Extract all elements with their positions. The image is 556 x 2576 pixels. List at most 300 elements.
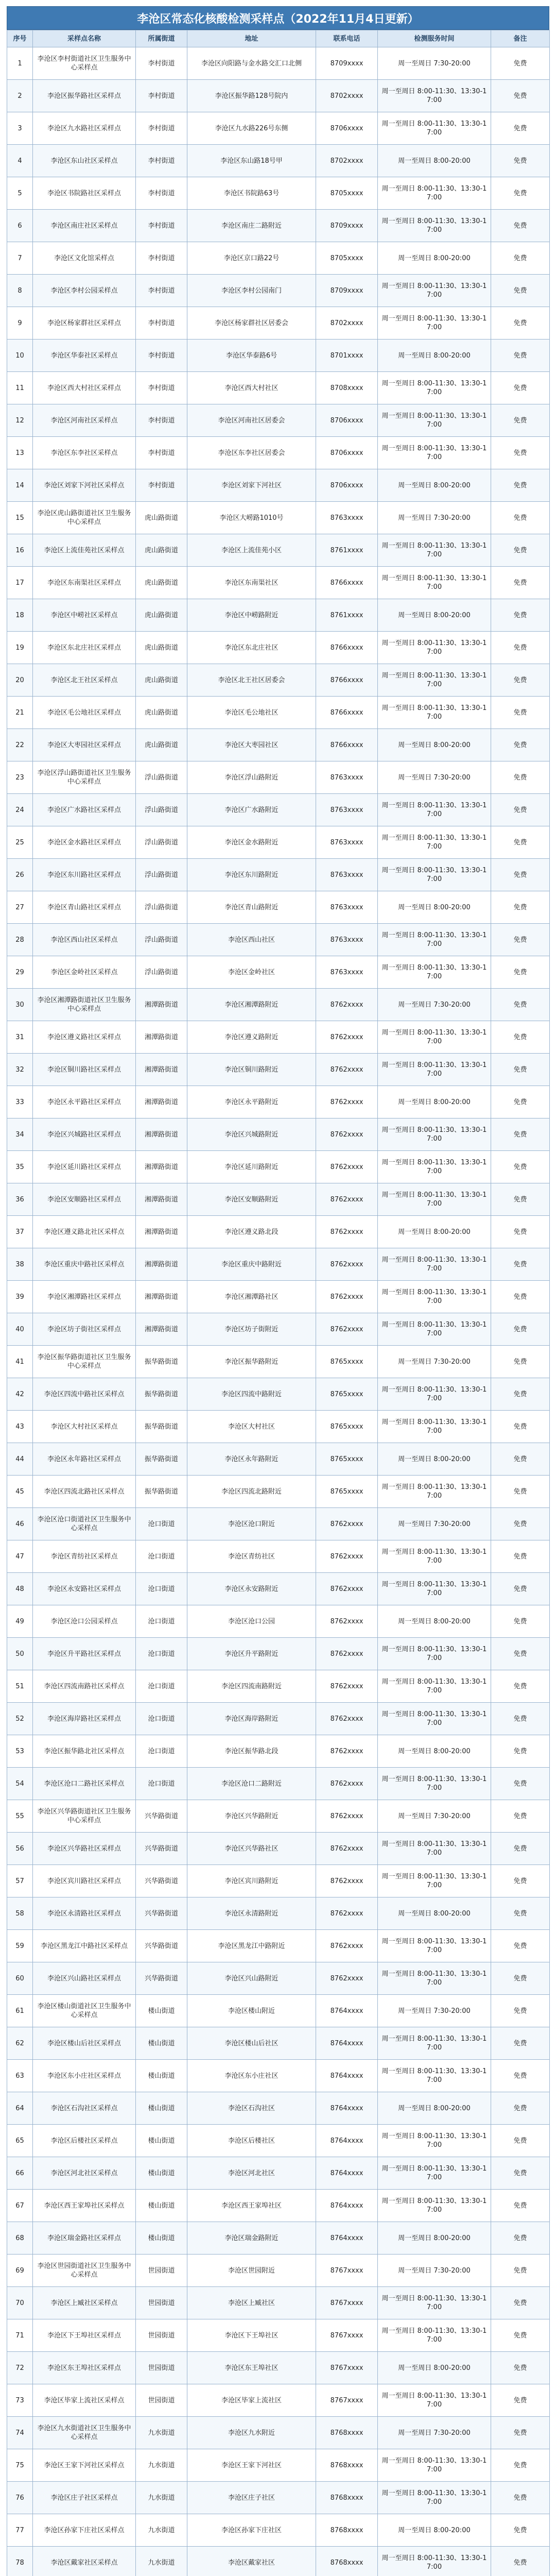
cell-remark: 免费 <box>491 859 550 891</box>
cell-name: 李沧区四流北路社区采样点 <box>33 1476 136 1508</box>
cell-hours: 周一至周日 7:30-20:00 <box>378 1508 491 1540</box>
cell-phone: 8708xxxx <box>316 372 378 404</box>
cell-hours: 周一至周日 8:00-11:30、13:30-17:00 <box>378 275 491 307</box>
cell-name: 李沧区海岸路社区采样点 <box>33 1703 136 1735</box>
cell-hours: 周一至周日 8:00-11:30、13:30-17:00 <box>378 1021 491 1054</box>
cell-phone: 8762xxxx <box>316 1540 378 1573</box>
cell-name: 李沧区王家下河社区采样点 <box>33 2449 136 2482</box>
table-row <box>7 1443 550 1476</box>
cell-name: 李沧区上臧社区采样点 <box>33 2287 136 2319</box>
cell-index: 28 <box>7 924 33 956</box>
cell-street: 楼山街道 <box>136 1995 187 2027</box>
cell-hours: 周一至周日 8:00-11:30、13:30-17:00 <box>378 372 491 404</box>
cell-phone: 8768xxxx <box>316 2449 378 2482</box>
cell-phone: 8768xxxx <box>316 2514 378 2547</box>
cell-phone: 8764xxxx <box>316 2222 378 2255</box>
cell-index: 17 <box>7 567 33 599</box>
table-row <box>7 924 550 956</box>
cell-street: 世园街道 <box>136 2287 187 2319</box>
cell-address: 李沧区西大村社区 <box>187 372 316 404</box>
cell-phone: 8762xxxx <box>316 1638 378 1670</box>
table-row <box>7 340 550 372</box>
cell-street: 世园街道 <box>136 2352 187 2384</box>
cell-address: 李沧区广水路附近 <box>187 794 316 826</box>
cell-remark: 免费 <box>491 2482 550 2514</box>
cell-hours: 周一至周日 8:00-11:30、13:30-17:00 <box>378 2027 491 2060</box>
cell-address: 李沧区王家下河社区 <box>187 2449 316 2482</box>
cell-address: 李沧区青纺社区 <box>187 1540 316 1573</box>
cell-remark: 免费 <box>491 1897 550 1930</box>
cell-address: 李沧区西山社区 <box>187 924 316 956</box>
cell-name: 李沧区金水路社区采样点 <box>33 826 136 859</box>
cell-remark: 免费 <box>491 729 550 761</box>
cell-phone: 8763xxxx <box>316 502 378 534</box>
table-row <box>7 1995 550 2027</box>
table-row <box>7 275 550 307</box>
cell-remark: 免费 <box>491 1638 550 1670</box>
cell-phone: 8762xxxx <box>316 1930 378 1962</box>
cell-hours: 周一至周日 8:00-11:30、13:30-17:00 <box>378 112 491 145</box>
table-row <box>7 1573 550 1605</box>
cell-hours: 周一至周日 8:00-11:30、13:30-17:00 <box>378 1638 491 1670</box>
cell-index: 46 <box>7 1508 33 1540</box>
cell-name: 李沧区西王家埠社区采样点 <box>33 2190 136 2222</box>
cell-phone: 8764xxxx <box>316 2190 378 2222</box>
cell-hours: 周一至周日 8:00-20:00 <box>378 2092 491 2125</box>
cell-phone: 8767xxxx <box>316 2384 378 2417</box>
cell-street: 浮山路街道 <box>136 859 187 891</box>
table-row <box>7 47 550 80</box>
cell-remark: 免费 <box>491 210 550 242</box>
cell-name: 李沧区沧口公园采样点 <box>33 1605 136 1638</box>
cell-street: 李村街道 <box>136 177 187 210</box>
table-row <box>7 1508 550 1540</box>
cell-hours: 周一至周日 7:30-20:00 <box>378 2417 491 2449</box>
cell-street: 浮山路街道 <box>136 794 187 826</box>
cell-name: 李沧区楼山街道社区卫生服务中心采样点 <box>33 1995 136 2027</box>
cell-index: 2 <box>7 80 33 112</box>
cell-name: 李沧区永清路社区采样点 <box>33 1897 136 1930</box>
table-row <box>7 989 550 1021</box>
cell-name: 李沧区九水街道社区卫生服务中心采样点 <box>33 2417 136 2449</box>
cell-remark: 免费 <box>491 924 550 956</box>
table-row <box>7 80 550 112</box>
cell-remark: 免费 <box>491 697 550 729</box>
cell-phone: 8763xxxx <box>316 924 378 956</box>
cell-phone: 8767xxxx <box>316 2255 378 2287</box>
cell-remark: 免费 <box>491 2092 550 2125</box>
cell-remark: 免费 <box>491 47 550 80</box>
cell-hours: 周一至周日 8:00-11:30、13:30-17:00 <box>378 2190 491 2222</box>
table-row <box>7 1540 550 1573</box>
cell-name: 李沧区遵义路社区采样点 <box>33 1021 136 1054</box>
cell-hours: 周一至周日 8:00-11:30、13:30-17:00 <box>378 2482 491 2514</box>
table-row <box>7 1054 550 1086</box>
cell-street: 湘潭路街道 <box>136 1248 187 1281</box>
cell-remark: 免费 <box>491 891 550 924</box>
cell-name: 李沧区李村公园采样点 <box>33 275 136 307</box>
cell-address: 李沧区中崂路附近 <box>187 599 316 632</box>
cell-name: 李沧区西大村社区采样点 <box>33 372 136 404</box>
cell-index: 60 <box>7 1962 33 1995</box>
cell-street: 虎山路街道 <box>136 502 187 534</box>
cell-phone: 8768xxxx <box>316 2547 378 2576</box>
cell-index: 16 <box>7 534 33 567</box>
cell-index: 26 <box>7 859 33 891</box>
cell-index: 31 <box>7 1021 33 1054</box>
cell-index: 63 <box>7 2060 33 2092</box>
cell-remark: 免费 <box>491 1054 550 1086</box>
cell-phone: 8706xxxx <box>316 404 378 437</box>
cell-remark: 免费 <box>491 502 550 534</box>
cell-street: 湘潭路街道 <box>136 1183 187 1216</box>
cell-name: 李沧区南庄社区采样点 <box>33 210 136 242</box>
cell-hours: 周一至周日 8:00-11:30、13:30-17:00 <box>378 632 491 664</box>
cell-phone: 8767xxxx <box>316 2352 378 2384</box>
cell-index: 41 <box>7 1346 33 1378</box>
cell-remark: 免费 <box>491 1476 550 1508</box>
cell-index: 73 <box>7 2384 33 2417</box>
cell-street: 李村街道 <box>136 372 187 404</box>
cell-hours: 周一至周日 8:00-11:30、13:30-17:00 <box>378 2287 491 2319</box>
cell-remark: 免费 <box>491 599 550 632</box>
cell-street: 浮山路街道 <box>136 956 187 989</box>
cell-street: 湘潭路街道 <box>136 1151 187 1183</box>
cell-phone: 8762xxxx <box>316 1508 378 1540</box>
cell-street: 虎山路街道 <box>136 697 187 729</box>
cell-name: 李沧区东王埠社区采样点 <box>33 2352 136 2384</box>
cell-address: 李沧区永平路附近 <box>187 1086 316 1118</box>
table-row <box>7 891 550 924</box>
cell-hours: 周一至周日 8:00-20:00 <box>378 1443 491 1476</box>
table-row <box>7 697 550 729</box>
cell-index: 19 <box>7 632 33 664</box>
cell-phone: 8766xxxx <box>316 697 378 729</box>
cell-phone: 8762xxxx <box>316 1054 378 1086</box>
cell-index: 59 <box>7 1930 33 1962</box>
cell-name: 李沧区宾川路社区采样点 <box>33 1865 136 1897</box>
cell-phone: 8762xxxx <box>316 1086 378 1118</box>
table-row <box>7 2449 550 2482</box>
cell-phone: 8762xxxx <box>316 1151 378 1183</box>
cell-phone: 8762xxxx <box>316 1281 378 1313</box>
cell-name: 李沧区楼山后社区采样点 <box>33 2027 136 2060</box>
cell-street: 湘潭路街道 <box>136 1021 187 1054</box>
table-row <box>7 1281 550 1313</box>
cell-name: 李沧区九水路社区采样点 <box>33 112 136 145</box>
cell-index: 24 <box>7 794 33 826</box>
cell-address: 李沧区浮山路附近 <box>187 761 316 794</box>
cell-phone: 8702xxxx <box>316 80 378 112</box>
cell-remark: 免费 <box>491 437 550 469</box>
cell-street: 虎山路街道 <box>136 599 187 632</box>
table-row <box>7 1313 550 1346</box>
cell-name: 李沧区瑞金路社区采样点 <box>33 2222 136 2255</box>
table-body <box>7 47 550 2576</box>
cell-address: 李沧区河南社区居委会 <box>187 404 316 437</box>
table-row <box>7 242 550 275</box>
cell-index: 62 <box>7 2027 33 2060</box>
cell-hours: 周一至周日 8:00-11:30、13:30-17:00 <box>378 1183 491 1216</box>
cell-phone: 8763xxxx <box>316 859 378 891</box>
cell-name: 李沧区北王社区采样点 <box>33 664 136 697</box>
cell-address: 李沧区上臧社区 <box>187 2287 316 2319</box>
table-row <box>7 1800 550 1833</box>
cell-name: 李沧区振华路街道社区卫生服务中心采样点 <box>33 1346 136 1378</box>
table-row <box>7 307 550 340</box>
cell-name: 李沧区安顺路社区采样点 <box>33 1183 136 1216</box>
cell-address: 李沧区石沟社区 <box>187 2092 316 2125</box>
cell-index: 3 <box>7 112 33 145</box>
cell-index: 8 <box>7 275 33 307</box>
cell-index: 38 <box>7 1248 33 1281</box>
cell-index: 65 <box>7 2125 33 2157</box>
cell-hours: 周一至周日 8:00-20:00 <box>378 2514 491 2547</box>
cell-address: 李沧区兴华路社区 <box>187 1833 316 1865</box>
cell-phone: 8762xxxx <box>316 1897 378 1930</box>
cell-address: 李沧区遵义路附近 <box>187 1021 316 1054</box>
cell-street: 楼山街道 <box>136 2060 187 2092</box>
cell-street: 世园街道 <box>136 2319 187 2352</box>
cell-remark: 免费 <box>491 1703 550 1735</box>
table-row <box>7 112 550 145</box>
cell-index: 32 <box>7 1054 33 1086</box>
col-header-name: 采样点名称 <box>33 30 136 47</box>
cell-hours: 周一至周日 8:00-11:30、13:30-17:00 <box>378 1281 491 1313</box>
cell-street: 九水街道 <box>136 2449 187 2482</box>
cell-index: 18 <box>7 599 33 632</box>
cell-phone: 8765xxxx <box>316 1443 378 1476</box>
cell-remark: 免费 <box>491 664 550 697</box>
table-header-row <box>7 30 550 47</box>
table-row <box>7 404 550 437</box>
cell-phone: 8702xxxx <box>316 307 378 340</box>
cell-street: 湘潭路街道 <box>136 1216 187 1248</box>
cell-address: 李沧区黑龙江中路附近 <box>187 1930 316 1962</box>
cell-remark: 免费 <box>491 1670 550 1703</box>
cell-street: 沧口街道 <box>136 1508 187 1540</box>
cell-address: 李沧区永年路附近 <box>187 1443 316 1476</box>
cell-remark: 免费 <box>491 2027 550 2060</box>
cell-phone: 8761xxxx <box>316 599 378 632</box>
cell-phone: 8765xxxx <box>316 1346 378 1378</box>
cell-address: 李沧区兴华路附近 <box>187 1800 316 1833</box>
cell-phone: 8766xxxx <box>316 567 378 599</box>
cell-address: 李沧区李村公园南门 <box>187 275 316 307</box>
cell-name: 李沧区东李社区采样点 <box>33 437 136 469</box>
cell-address: 李沧区戴家社区 <box>187 2547 316 2576</box>
table-row <box>7 1476 550 1508</box>
cell-address: 李沧区瑞金路附近 <box>187 2222 316 2255</box>
cell-remark: 免费 <box>491 2060 550 2092</box>
cell-index: 6 <box>7 210 33 242</box>
cell-address: 李沧区延川路附近 <box>187 1151 316 1183</box>
cell-hours: 周一至周日 8:00-11:30、13:30-17:00 <box>378 924 491 956</box>
cell-name: 李沧区重庆中路社区采样点 <box>33 1248 136 1281</box>
table-row <box>7 2287 550 2319</box>
cell-street: 沧口街道 <box>136 1540 187 1573</box>
cell-remark: 免费 <box>491 275 550 307</box>
cell-street: 虎山路街道 <box>136 632 187 664</box>
cell-name: 李沧区永平路社区采样点 <box>33 1086 136 1118</box>
cell-remark: 免费 <box>491 1281 550 1313</box>
col-header-index: 序号 <box>7 30 33 47</box>
cell-phone: 8765xxxx <box>316 1378 378 1411</box>
cell-hours: 周一至周日 8:00-11:30、13:30-17:00 <box>378 2449 491 2482</box>
cell-address: 李沧区安顺路附近 <box>187 1183 316 1216</box>
cell-address: 李沧区升平路附近 <box>187 1638 316 1670</box>
cell-address: 李沧区向阳路与金水路交汇口北侧 <box>187 47 316 80</box>
cell-street: 沧口街道 <box>136 1638 187 1670</box>
cell-address: 李沧区永清路附近 <box>187 1897 316 1930</box>
cell-address: 李沧区沧口附近 <box>187 1508 316 1540</box>
cell-street: 李村街道 <box>136 437 187 469</box>
cell-address: 李沧区九水附近 <box>187 2417 316 2449</box>
cell-phone: 8761xxxx <box>316 534 378 567</box>
cell-name: 李沧区后楼社区采样点 <box>33 2125 136 2157</box>
cell-phone: 8762xxxx <box>316 1800 378 1833</box>
cell-phone: 8763xxxx <box>316 794 378 826</box>
cell-street: 李村街道 <box>136 80 187 112</box>
table-row <box>7 567 550 599</box>
cell-address: 李沧区京口路22号 <box>187 242 316 275</box>
cell-remark: 免费 <box>491 1183 550 1216</box>
table-row <box>7 1086 550 1118</box>
cell-name: 李沧区世园街道社区卫生服务中心采样点 <box>33 2255 136 2287</box>
cell-index: 66 <box>7 2157 33 2190</box>
cell-index: 57 <box>7 1865 33 1897</box>
cell-hours: 周一至周日 8:00-11:30、13:30-17:00 <box>378 567 491 599</box>
cell-street: 兴华路街道 <box>136 1930 187 1962</box>
cell-index: 4 <box>7 145 33 177</box>
cell-phone: 8762xxxx <box>316 1670 378 1703</box>
cell-index: 40 <box>7 1313 33 1346</box>
cell-street: 浮山路街道 <box>136 891 187 924</box>
cell-phone: 8764xxxx <box>316 1995 378 2027</box>
table-row <box>7 1930 550 1962</box>
cell-street: 湘潭路街道 <box>136 1313 187 1346</box>
cell-name: 李沧区兴城路社区采样点 <box>33 1118 136 1151</box>
cell-street: 振华路街道 <box>136 1378 187 1411</box>
cell-street: 振华路街道 <box>136 1476 187 1508</box>
table-row <box>7 1768 550 1800</box>
cell-remark: 免费 <box>491 2384 550 2417</box>
cell-phone: 8706xxxx <box>316 469 378 502</box>
cell-remark: 免费 <box>491 2255 550 2287</box>
cell-address: 李沧区重庆中路附近 <box>187 1248 316 1281</box>
cell-phone: 8767xxxx <box>316 2287 378 2319</box>
cell-hours: 周一至周日 8:00-20:00 <box>378 1086 491 1118</box>
cell-name: 李沧区东北庄社区采样点 <box>33 632 136 664</box>
cell-hours: 周一至周日 7:30-20:00 <box>378 989 491 1021</box>
cell-phone: 8764xxxx <box>316 2157 378 2190</box>
cell-address: 李沧区刘家下河社区 <box>187 469 316 502</box>
cell-address: 李沧区沧口二路附近 <box>187 1768 316 1800</box>
cell-remark: 免费 <box>491 1118 550 1151</box>
cell-name: 李沧区湘潭路街道社区卫生服务中心采样点 <box>33 989 136 1021</box>
cell-name: 李沧区中崂社区采样点 <box>33 599 136 632</box>
cell-street: 楼山街道 <box>136 2190 187 2222</box>
cell-hours: 周一至周日 7:30-20:00 <box>378 2255 491 2287</box>
cell-remark: 免费 <box>491 1313 550 1346</box>
cell-index: 20 <box>7 664 33 697</box>
cell-hours: 周一至周日 7:30-20:00 <box>378 1800 491 1833</box>
table-row <box>7 956 550 989</box>
cell-address: 李沧区湘潭路附近 <box>187 989 316 1021</box>
cell-remark: 免费 <box>491 1216 550 1248</box>
cell-name: 李沧区石沟社区采样点 <box>33 2092 136 2125</box>
cell-remark: 免费 <box>491 177 550 210</box>
cell-remark: 免费 <box>491 534 550 567</box>
cell-street: 楼山街道 <box>136 2157 187 2190</box>
cell-hours: 周一至周日 8:00-11:30、13:30-17:00 <box>378 1540 491 1573</box>
cell-street: 沧口街道 <box>136 1768 187 1800</box>
cell-street: 兴华路街道 <box>136 1962 187 1995</box>
cell-phone: 8762xxxx <box>316 1248 378 1281</box>
cell-index: 68 <box>7 2222 33 2255</box>
cell-street: 浮山路街道 <box>136 761 187 794</box>
cell-index: 69 <box>7 2255 33 2287</box>
cell-phone: 8762xxxx <box>316 1605 378 1638</box>
cell-phone: 8762xxxx <box>316 1735 378 1768</box>
cell-hours: 周一至周日 8:00-11:30、13:30-17:00 <box>378 1573 491 1605</box>
cell-name: 李沧区西山社区采样点 <box>33 924 136 956</box>
cell-name: 李沧区孙家下庄社区采样点 <box>33 2514 136 2547</box>
cell-index: 77 <box>7 2514 33 2547</box>
cell-address: 李沧区青山路附近 <box>187 891 316 924</box>
cell-phone: 8762xxxx <box>316 1216 378 1248</box>
cell-phone: 8701xxxx <box>316 340 378 372</box>
cell-phone: 8762xxxx <box>316 1021 378 1054</box>
table-row <box>7 794 550 826</box>
cell-hours: 周一至周日 8:00-11:30、13:30-17:00 <box>378 177 491 210</box>
cell-hours: 周一至周日 8:00-20:00 <box>378 1216 491 1248</box>
cell-remark: 免费 <box>491 567 550 599</box>
cell-remark: 免费 <box>491 1768 550 1800</box>
cell-remark: 免费 <box>491 1833 550 1865</box>
cell-address: 李沧区九水路226号东侧 <box>187 112 316 145</box>
cell-remark: 免费 <box>491 469 550 502</box>
cell-name: 李沧区东小庄社区采样点 <box>33 2060 136 2092</box>
cell-phone: 8762xxxx <box>316 1118 378 1151</box>
table-row <box>7 1378 550 1411</box>
cell-remark: 免费 <box>491 1735 550 1768</box>
cell-street: 湘潭路街道 <box>136 1086 187 1118</box>
cell-address: 李沧区北王社区居委会 <box>187 664 316 697</box>
cell-remark: 免费 <box>491 1151 550 1183</box>
cell-address: 李沧区华泰路6号 <box>187 340 316 372</box>
cell-address: 李沧区西王家埠社区 <box>187 2190 316 2222</box>
table-row <box>7 1021 550 1054</box>
cell-index: 55 <box>7 1800 33 1833</box>
cell-street: 九水街道 <box>136 2482 187 2514</box>
cell-name: 李沧区延川路社区采样点 <box>33 1151 136 1183</box>
cell-index: 5 <box>7 177 33 210</box>
cell-index: 7 <box>7 242 33 275</box>
cell-phone: 8709xxxx <box>316 275 378 307</box>
cell-index: 64 <box>7 2092 33 2125</box>
cell-address: 李沧区书院路63号 <box>187 177 316 210</box>
cell-index: 36 <box>7 1183 33 1216</box>
cell-index: 45 <box>7 1476 33 1508</box>
cell-address: 李沧区振华路128号院内 <box>187 80 316 112</box>
cell-phone: 8766xxxx <box>316 632 378 664</box>
cell-hours: 周一至周日 8:00-11:30、13:30-17:00 <box>378 1054 491 1086</box>
cell-name: 李沧区刘家下河社区采样点 <box>33 469 136 502</box>
cell-index: 29 <box>7 956 33 989</box>
table-row <box>7 1183 550 1216</box>
cell-address: 李沧区宾川路附近 <box>187 1865 316 1897</box>
